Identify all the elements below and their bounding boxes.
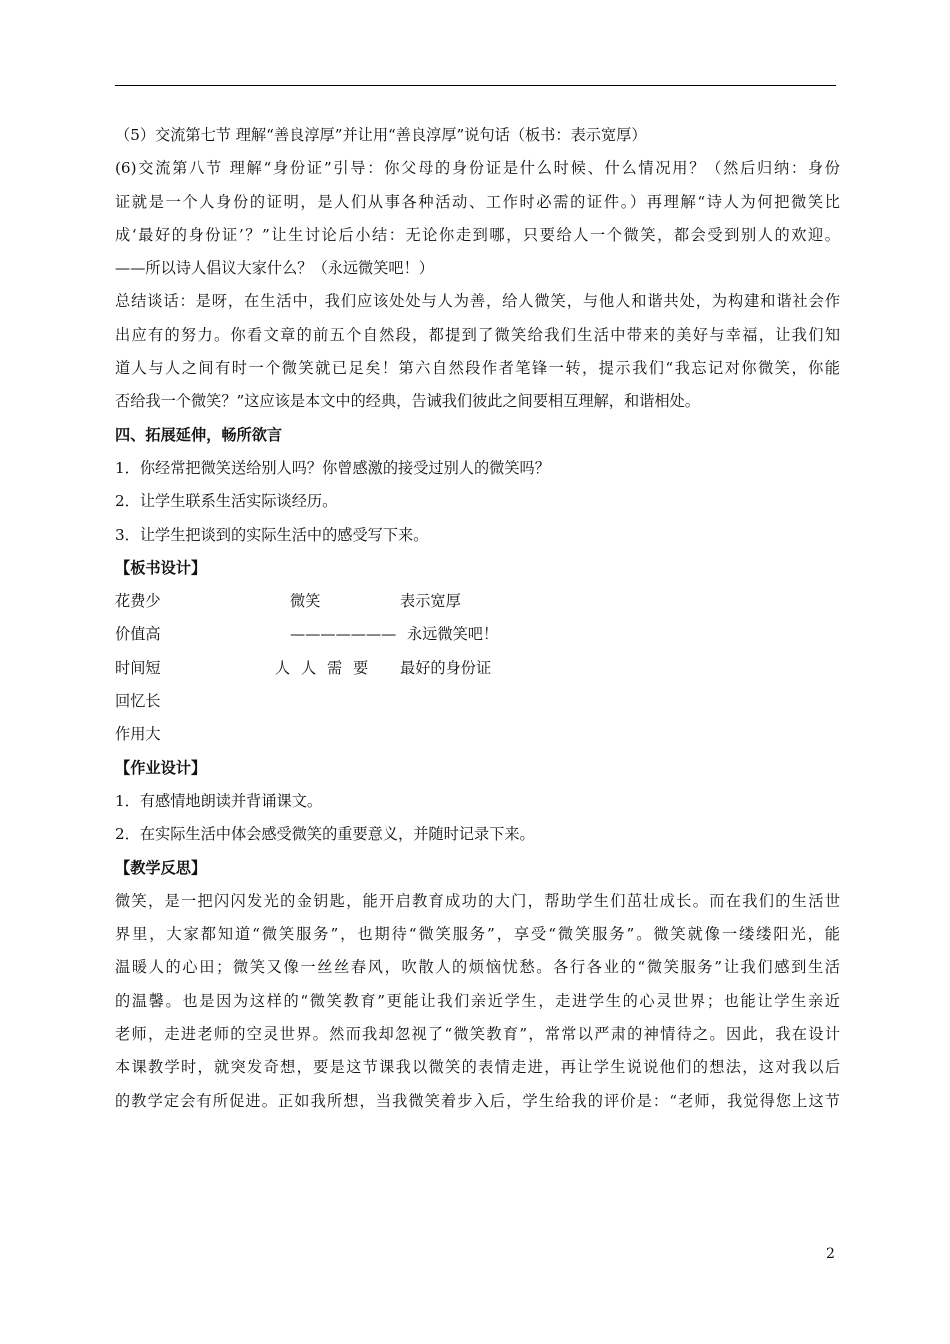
homework-item: 1．有感情地朗读并背诵课文。 (115, 791, 323, 810)
board-cell: 花费少 (115, 592, 161, 611)
board-cell: 价值高 (115, 625, 161, 644)
reflection-line: 老师，走进老师的空灵世界。然而我却忽视了“微笑教育”，常常以严肃的神情待之。因此，我在设计 (115, 1025, 840, 1044)
board-row (115, 652, 840, 685)
reflection-line: 本课教学时，就突发奇想，要是这节课我以微笑的表情走进，再让学生说说他们的想法，这对我以后 (115, 1058, 840, 1077)
paragraph-5: （5）交流第七节 理解“善良淳厚”并让用“善良淳厚”说句话（板书：表示宽厚） (115, 126, 647, 144)
board-cell: 最好的身份证 (400, 658, 492, 677)
reflection-line: 温暖人的心田；微笑又像一丝丝春风，吹散人的烦恼忧愁。各行各业的“微笑服务”让我们感到生活 (115, 958, 840, 977)
reflection-line: 的教学定会有所促进。正如我所想，当我微笑着步入后，学生给我的评价是：“老师，我觉得您上这节 (115, 1091, 840, 1110)
paragraph-6-line: 证就是一个人身份的证明，是人们从事各种活动、工作时必需的证件。）再理解“诗人为何把微笑比 (115, 192, 840, 211)
board-cell: ——————— (290, 625, 397, 644)
reflection-line: 的温馨。也是因为这样的“微笑教育”更能让我们亲近学生，走进学生的心灵世界；也能让学生亲近 (115, 991, 840, 1010)
board-row (115, 718, 840, 751)
paragraph-6-line: (6)交流第八节 理解“身份证”引导：你父母的身份证是什么时候、什么情况用？（然后归纳：身份 (115, 159, 840, 178)
summary-line: 否给我一个微笑？”这应该是本文中的经典，告诫我们彼此之间要相互理解，和谐相处。 (115, 392, 700, 411)
reflection-heading: 【教学反思】 (115, 858, 207, 877)
summary-line: 总结谈话：是呀，在生活中，我们应该处处与人为善，给人微笑，与他人和谐共处，为构建和谐社会作 (115, 292, 840, 311)
summary-line: 出应有的努力。你看文章的前五个自然段，都提到了微笑给我们生活中带来的美好与幸福，让我们知 (115, 325, 840, 344)
section-4-item: 3．让学生把谈到的实际生活中的感受写下来。 (115, 525, 429, 544)
board-row (115, 685, 840, 718)
section-4-item: 1．你经常把微笑送给别人吗？你曾感激的接受过别人的微笑吗？ (115, 458, 550, 477)
homework-heading: 【作业设计】 (115, 758, 207, 777)
document-body (115, 119, 840, 1118)
board-cell: 时间短 (115, 658, 161, 677)
section-4-item: 2．让学生联系生活实际谈经历。 (115, 492, 338, 511)
summary-line: 道人与人之间有时一个微笑就已足矣！第六自然段作者笔锋一转，提示我们“我忘记对你微笑，你能 (115, 359, 840, 378)
board-cell: 回忆长 (115, 692, 161, 711)
reflection-line: 界里，大家都知道“微笑服务”，也期待“微笑服务”，享受“微笑服务”。微笑就像一缕缕阳光，能 (115, 925, 840, 944)
board-cell: 永远微笑吧！ (407, 625, 499, 644)
board-cell: 人 人 需 要 (275, 658, 372, 677)
board-design-heading: 【板书设计】 (115, 558, 207, 577)
header-rule (115, 85, 836, 86)
board-row (115, 618, 840, 651)
reflection-line: 微笑，是一把闪闪发光的金钥匙，能开启教育成功的大门，帮助学生们茁壮成长。而在我们的生活世 (115, 891, 840, 910)
board-cell: 表示宽厚 (400, 592, 461, 611)
section-4-heading: 四、拓展延伸，畅所欲言 (115, 425, 283, 444)
board-cell: 微笑 (290, 592, 321, 611)
page-number: 2 (826, 1246, 835, 1262)
homework-item: 2．在实际生活中体会感受微笑的重要意义，并随时记录下来。 (115, 825, 535, 844)
paragraph-6-line: ——所以诗人倡议大家什么？（永远微笑吧！） (115, 259, 434, 278)
paragraph-6-line: 成‘最好的身份证’？”让生讨论后小结：无论你走到哪，只要给人一个微笑，都会受到别人的欢迎。 (115, 225, 840, 244)
board-row (115, 585, 840, 618)
board-cell: 作用大 (115, 725, 161, 744)
